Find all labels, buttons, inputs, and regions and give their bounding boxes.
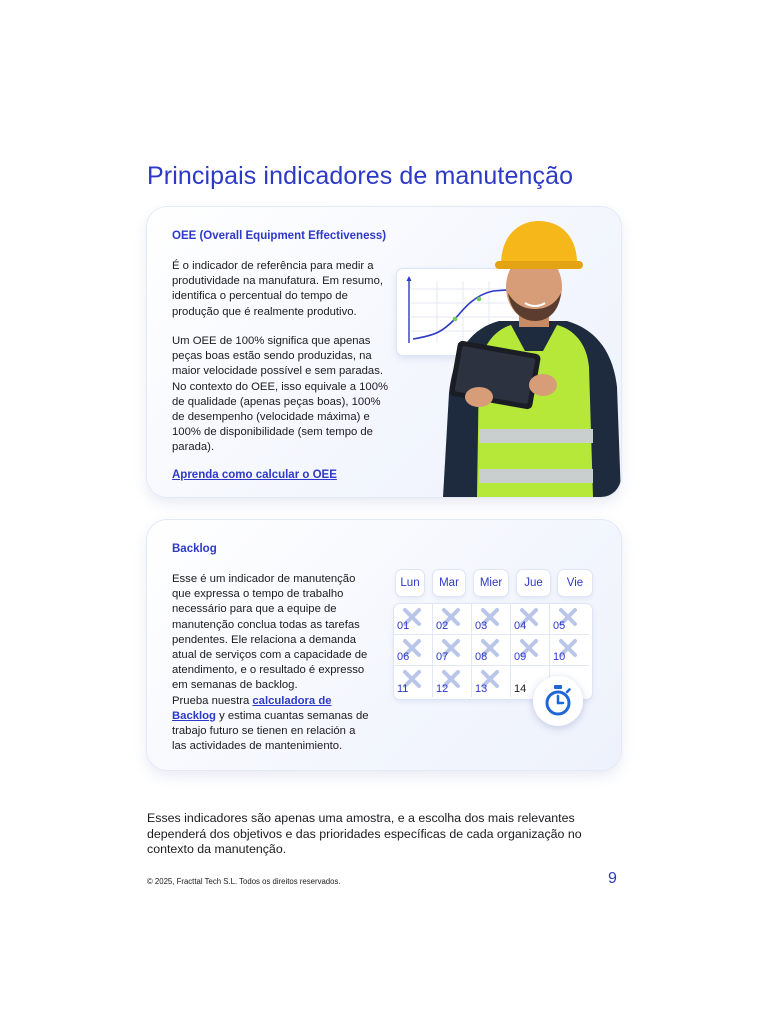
calendar-day-cell [550, 635, 589, 666]
date-number: 02 [436, 620, 449, 632]
date-number: 08 [475, 651, 488, 663]
date-number: 03 [475, 620, 488, 632]
date-number: 10 [553, 651, 566, 663]
calendar-day-cell [472, 666, 511, 697]
weekday-label: Mar [433, 570, 465, 596]
backlog-cta-suffix: y estima cuantas semanas de trabajo futuro se tienen en relación a las actividades de mantenimiento. [172, 709, 369, 753]
calendar-day-cell [550, 604, 589, 635]
calendar-day-cell [511, 635, 550, 666]
date-number: 13 [475, 683, 488, 695]
calendar-day-cell [394, 635, 433, 666]
date-number: 14 [514, 683, 527, 695]
date-number: 11 [397, 683, 409, 695]
weekday-label: Mier [474, 570, 508, 596]
date-number: 05 [553, 620, 566, 632]
date-number: 04 [514, 620, 527, 632]
calendar-day-cell [394, 604, 433, 635]
date-number: 06 [397, 651, 410, 663]
calendar-day-cell [511, 604, 550, 635]
calendar-day-cell [433, 635, 472, 666]
oee-calculation-link[interactable]: Aprenda como calcular o OEE [172, 469, 337, 481]
copyright-notice: © 2025, Fracttal Tech S.L. Todos os direitos reservados. [147, 877, 341, 886]
backlog-description [172, 572, 372, 754]
calendar-day-cell [472, 635, 511, 666]
weekday-label: Jue [517, 570, 550, 596]
oee-explanation: Um OEE de 100% significa que apenas peças boas estão sendo produzidas, na maior velocidade possível e sem paradas. No contexto do OEE, isso equivale a 100% de qualidade (apenas peças boas), 100% de desempenho (velocidade máxima) e 100% de disponibilidade (sem tempo de parada). [172, 335, 389, 454]
backlog-calculator-link[interactable]: calculadora de Backlog [172, 694, 332, 722]
backlog-cta-prefix: Prueba nuestra [172, 694, 253, 707]
worker-with-tablet-photo [439, 217, 621, 497]
calendar-day-cell [433, 604, 472, 635]
date-number: 01 [397, 620, 410, 632]
backlog-card [147, 520, 621, 770]
calendar-day-cell [433, 666, 472, 697]
calendar-day-cell [394, 666, 433, 697]
weekday-label: Vie [558, 570, 592, 596]
backlog-paragraph: Esse é um indicador de manutenção que expressa o tempo de trabalho necessário para que a equipe de manutenção conclua todas as tarefas pendentes. Ele relaciona a demanda atual de serviços com a capacidade de atendimento, e o resultado é expresso em semanas de backlog. [172, 573, 368, 692]
date-number: 09 [514, 651, 527, 663]
stopwatch-icon [533, 676, 583, 726]
date-number: 12 [436, 683, 449, 695]
oee-card [147, 207, 621, 497]
oee-description: É o indicador de referência para medir a produtividade na manufatura. Em resumo, identifica o percentual do tempo de produção que é realmente produtivo. [172, 260, 383, 318]
page-number: 9 [608, 870, 617, 887]
closing-paragraph: Esses indicadores são apenas uma amostra, e a escolha dos mais relevantes dependerá dos objetivos e das prioridades específicas de cada organização no contexto da manutenção. [147, 811, 582, 857]
date-number: 07 [436, 651, 449, 663]
oee-card-title: OEE (Overall Equipment Effectiveness) [172, 230, 387, 242]
calendar-day-cell [472, 604, 511, 635]
backlog-card-title: Backlog [172, 543, 217, 555]
page-title: Principais indicadores de manutenção [147, 162, 574, 190]
weekday-label: Lun [396, 570, 424, 596]
